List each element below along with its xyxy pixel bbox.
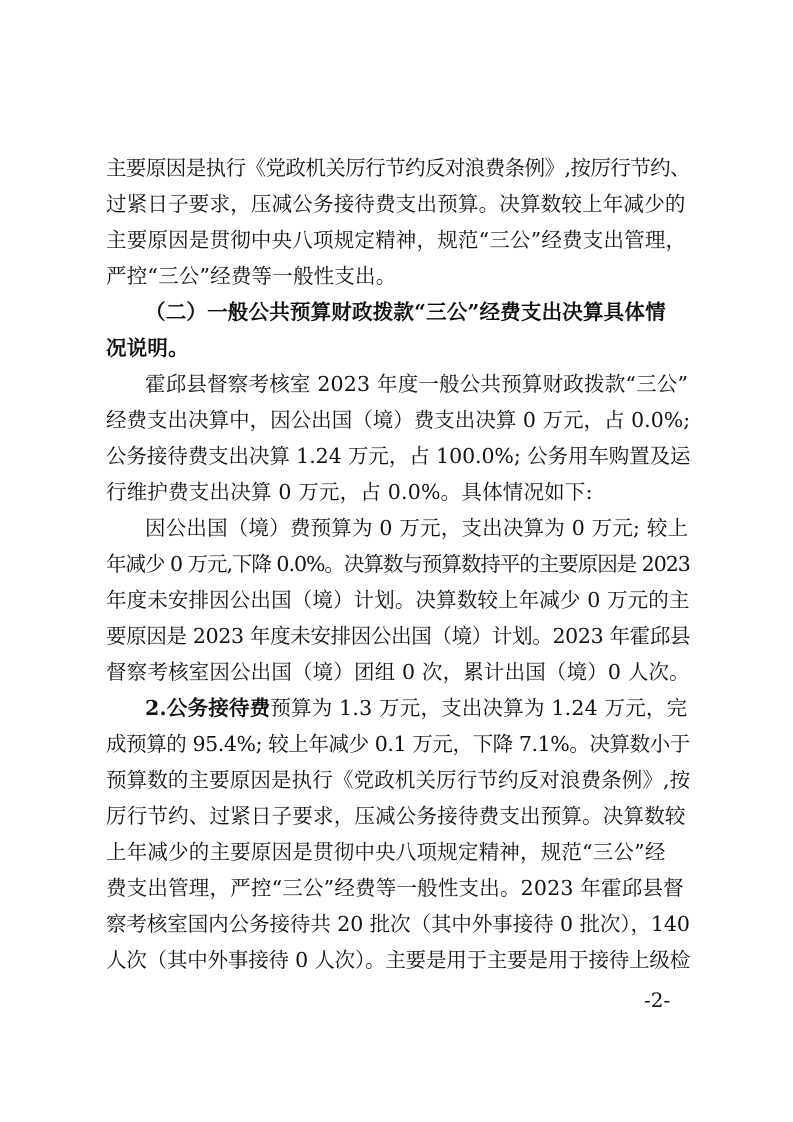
body-line-19: 厉行节约、过紧日子要求，压减公务接待费支出预算。决算数较 [106,804,686,828]
body-line-12: 年减少 0 万元,下降 0.0%。决算数与预算数持平的主要原因是 2023 [106,552,690,576]
body-line-8: 经费支出决算中，因公出国（境）费支出决算 0 万元，占 0.0%; [106,408,691,432]
section-heading-line-1: （二）一般公共预算财政拨款“三公”经费支出决算具体情 [145,300,666,324]
section-heading-line-2: 况说明。 [106,336,189,360]
body-line-10: 行维护费支出决算 0 万元，占 0.0%。具体情况如下: [106,480,593,504]
body-line-22: 察考核室国内公务接待共 20 批次（其中外事接待 0 批次），140 [106,912,690,936]
body-line-1: 主要原因是执行《党政机关厉行节约反对浪费条例》,按厉行节约、 [106,156,691,180]
item2-text: 预算为 1.3 万元，支出决算为 1.24 万元，完 [270,696,688,720]
body-line-9: 公务接待费支出决算 1.24 万元，占 100.0%; 公务用车购置及运 [106,444,691,468]
body-line-20: 上年减少的主要原因是贯彻中央八项规定精神，规范“三公”经 [106,840,666,864]
body-line-15: 督察考核室因公出国（境）团组 0 次，累计出国（境）0 人次。 [106,660,690,684]
page-number: -2- [644,988,671,1012]
body-line-2: 过紧日子要求，压减公务接待费支出预算。决算数较上年减少的 [106,192,686,216]
body-line-11: 因公出国（境）费预算为 0 万元，支出决算为 0 万元; 较上 [145,516,689,540]
body-line-7: 霍邱县督察考核室 2023 年度一般公共预算财政拨款“三公” [145,372,689,396]
body-line-13: 年度未安排因公出国（境）计划。决算数较上年减少 0 万元的主 [106,588,690,612]
body-line-21: 费支出管理，严控“三公”经费等一般性支出。2023 年霍邱县督 [106,876,684,900]
item2-label: 2.公务接待费 [145,696,271,720]
body-line-18: 预算数的主要原因是执行《党政机关厉行节约反对浪费条例》,按 [106,768,691,792]
body-line-17: 成预算的 95.4%; 较上年减少 0.1 万元，下降 7.1%。决算数小于 [106,732,690,756]
body-line-14: 要原因是 2023 年度未安排因公出国（境）计划。2023 年霍邱县 [106,624,691,648]
item2-line-1 [145,693,687,723]
body-line-4: 严控“三公”经费等一般性支出。 [106,264,397,288]
body-line-3: 主要原因是贯彻中央八项规定精神，规范“三公”经费支出管理， [106,228,687,252]
body-line-23: 人次（其中外事接待 0 人次）。主要是用于主要是用于接待上级检 [106,948,691,972]
